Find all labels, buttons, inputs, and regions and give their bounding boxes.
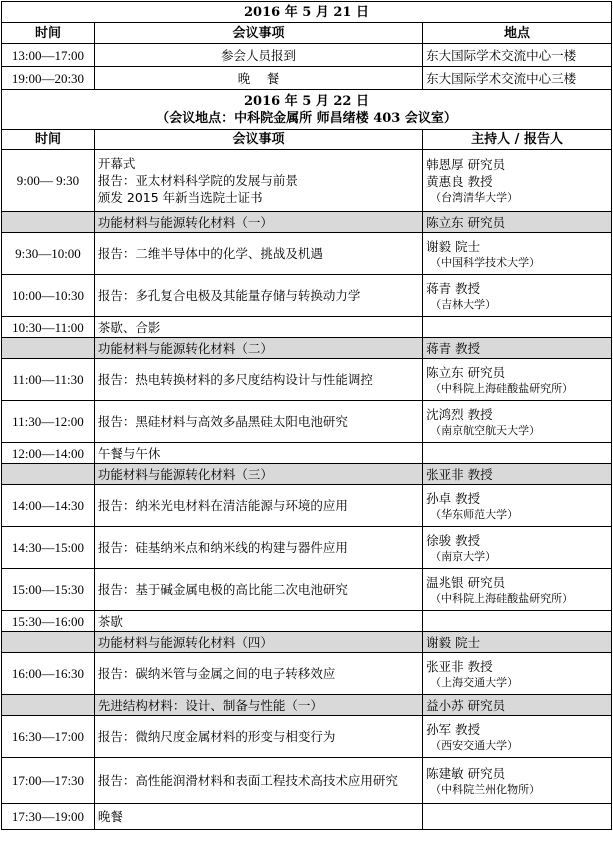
day2-header-item: 会议事项 — [94, 130, 422, 150]
day2-date: 2016 年 5 月 22 日 — [244, 93, 369, 109]
host-cell — [423, 233, 612, 275]
speaker-affiliation: （上海交通大学） — [430, 675, 519, 689]
speaker-affiliation: （中科院上海硅酸盐研究所） — [430, 591, 574, 605]
table-row — [2, 67, 612, 90]
place-cell: 东大国际学术交流中心一楼 — [423, 44, 612, 67]
time-cell: 9:30—10:00 — [2, 233, 95, 275]
session-title: 功能材料与能源转化材料（二） — [94, 338, 422, 359]
break-row — [2, 317, 612, 338]
item-cell: 茶歇、合影 — [94, 317, 422, 338]
time-cell — [2, 464, 95, 485]
speaker-affiliation: （中国科学技术大学） — [430, 255, 541, 269]
host-name: 蒋青 教授 — [423, 338, 612, 359]
time-cell: 11:00—11:30 — [2, 359, 95, 401]
time-cell: 17:00—17:30 — [2, 758, 95, 804]
session-title: 先进结构材料：设计、制备与性能（一） — [94, 695, 422, 716]
talk-title: 报告：微纳尺度金属材料的形变与相变行为 — [94, 716, 422, 758]
speaker-name: 沈鸿烈 教授 — [426, 406, 493, 422]
session-title: 功能材料与能源转化材料（三） — [94, 464, 422, 485]
host-cell — [423, 804, 612, 830]
time-cell: 12:00—14:00 — [2, 443, 95, 464]
talk-row — [2, 401, 612, 443]
speaker-affiliation: （南京大学） — [430, 549, 497, 563]
speaker-name: 张亚非 教授 — [426, 658, 493, 674]
time-cell — [2, 338, 95, 359]
host-cell — [423, 275, 612, 317]
opening-item: 开幕式 — [97, 156, 136, 171]
speaker-affiliation: （华东师范大学） — [430, 507, 519, 521]
day2-venue: （会议地点：中科院金属所 师昌绪楼 403 会议室） — [156, 110, 457, 126]
talk-title: 报告：基于碱金属电极的高比能二次电池研究 — [94, 569, 422, 611]
speaker-affiliation: （吉林大学） — [430, 297, 497, 311]
time-cell — [2, 632, 95, 653]
opening-item: 颁发 2015 年新当选院士证书 — [97, 190, 263, 205]
host-cell — [423, 150, 612, 212]
time-cell: 10:30—11:00 — [2, 317, 95, 338]
session-title: 功能材料与能源转化材料（一） — [94, 212, 422, 233]
speaker-name: 陈建敏 研究员 — [426, 765, 506, 781]
speaker-name: 温兆银 研究员 — [426, 574, 506, 590]
time-cell: 9:00— 9:30 — [2, 150, 95, 212]
host-name: 韩恩厚 研究员 — [426, 157, 506, 172]
speaker-name: 谢毅 院士 — [426, 238, 481, 254]
speaker-name: 孙军 教授 — [426, 721, 481, 737]
time-cell: 14:00—14:30 — [2, 485, 95, 527]
speaker-affiliation: （西安交通大学） — [430, 738, 519, 752]
host-name: 益小苏 研究员 — [423, 695, 612, 716]
place-cell: 东大国际学术交流中心三楼 — [423, 67, 612, 90]
talk-row — [2, 758, 612, 804]
talk-title: 报告：黑硅材料与高效多晶黑硅太阳电池研究 — [94, 401, 422, 443]
session-title: 功能材料与能源转化材料（四） — [94, 632, 422, 653]
session-row — [2, 338, 612, 359]
host-cell — [423, 401, 612, 443]
table-row — [2, 44, 612, 67]
speaker-affiliation: （中科院兰州化物所） — [430, 782, 541, 796]
host-cell — [423, 569, 612, 611]
item-cell: 晚餐 — [94, 804, 422, 830]
day2-header-time: 时间 — [2, 130, 95, 150]
host-cell — [423, 758, 612, 804]
talk-row — [2, 233, 612, 275]
host-cell — [423, 359, 612, 401]
host-cell — [423, 611, 612, 632]
host-cell — [423, 485, 612, 527]
session-row — [2, 464, 612, 485]
opening-item: 报告：亚太材料科学院的发展与前景 — [97, 173, 298, 188]
item-cell: 茶歇 — [94, 611, 422, 632]
time-cell: 19:00—20:30 — [2, 67, 95, 90]
host-name: 黄惠良 教授 — [426, 174, 493, 189]
day1-date: 2016 年 5 月 21 日 — [2, 2, 612, 23]
time-cell: 15:00—15:30 — [2, 569, 95, 611]
day1-header-time: 时间 — [2, 23, 95, 44]
item-cell: 晚 餐 — [94, 67, 422, 90]
host-cell — [423, 716, 612, 758]
time-cell: 11:30—12:00 — [2, 401, 95, 443]
time-cell: 16:30—17:00 — [2, 716, 95, 758]
host-cell — [423, 527, 612, 569]
opening-row — [2, 150, 612, 212]
talk-row — [2, 527, 612, 569]
time-cell — [2, 212, 95, 233]
host-cell — [423, 443, 612, 464]
time-cell — [2, 695, 95, 716]
time-cell: 15:30—16:00 — [2, 611, 95, 632]
session-row — [2, 632, 612, 653]
day1-header-place: 地点 — [423, 23, 612, 44]
speaker-affiliation: （南京航空航天大学） — [430, 423, 541, 437]
day2-header-host: 主持人 / 报告人 — [423, 130, 612, 150]
schedule-table — [1, 1, 612, 830]
day1-header-item: 会议事项 — [94, 23, 422, 44]
session-row — [2, 695, 612, 716]
time-cell: 13:00—17:00 — [2, 44, 95, 67]
speaker-name: 孙卓 教授 — [426, 490, 481, 506]
speaker-affiliation: （中科院上海硅酸盐研究所） — [430, 381, 574, 395]
item-cell: 午餐与午休 — [94, 443, 422, 464]
session-row — [2, 212, 612, 233]
talk-title: 报告：多孔复合电极及其能量存储与转换动力学 — [94, 275, 422, 317]
talk-row — [2, 569, 612, 611]
break-row — [2, 611, 612, 632]
talk-title: 报告：碳纳米管与金属之间的电子转移效应 — [94, 653, 422, 695]
talk-title: 报告：二维半导体中的化学、挑战及机遇 — [94, 233, 422, 275]
host-name: 陈立东 研究员 — [423, 212, 612, 233]
host-cell — [423, 317, 612, 338]
speaker-name: 蒋青 教授 — [426, 280, 481, 296]
talk-title: 报告：热电转换材料的多尺度结构设计与性能调控 — [94, 359, 422, 401]
day2-rows — [2, 212, 612, 830]
speaker-name: 陈立东 研究员 — [426, 364, 506, 380]
talk-row — [2, 359, 612, 401]
speaker-name: 徐骏 教授 — [426, 532, 481, 548]
talk-row — [2, 716, 612, 758]
talk-row — [2, 653, 612, 695]
talk-title: 报告：高性能润滑材料和表面工程技术高技术应用研究 — [94, 758, 422, 804]
talk-title: 报告：硅基纳米点和纳米线的构建与器件应用 — [94, 527, 422, 569]
day2-date-block — [2, 90, 612, 130]
time-cell: 16:00—16:30 — [2, 653, 95, 695]
talk-title: 报告：纳米光电材料在清洁能源与环境的应用 — [94, 485, 422, 527]
host-name: 谢毅 院士 — [423, 632, 612, 653]
item-cell — [94, 150, 422, 212]
break-row — [2, 804, 612, 830]
item-cell: 参会人员报到 — [94, 44, 422, 67]
time-cell: 17:30—19:00 — [2, 804, 95, 830]
host-name: 张亚非 教授 — [423, 464, 612, 485]
time-cell: 14:30—15:00 — [2, 527, 95, 569]
talk-row — [2, 485, 612, 527]
talk-row — [2, 275, 612, 317]
break-row — [2, 443, 612, 464]
host-cell — [423, 653, 612, 695]
time-cell: 10:00—10:30 — [2, 275, 95, 317]
host-affiliation: （台湾清华大学） — [430, 191, 519, 204]
